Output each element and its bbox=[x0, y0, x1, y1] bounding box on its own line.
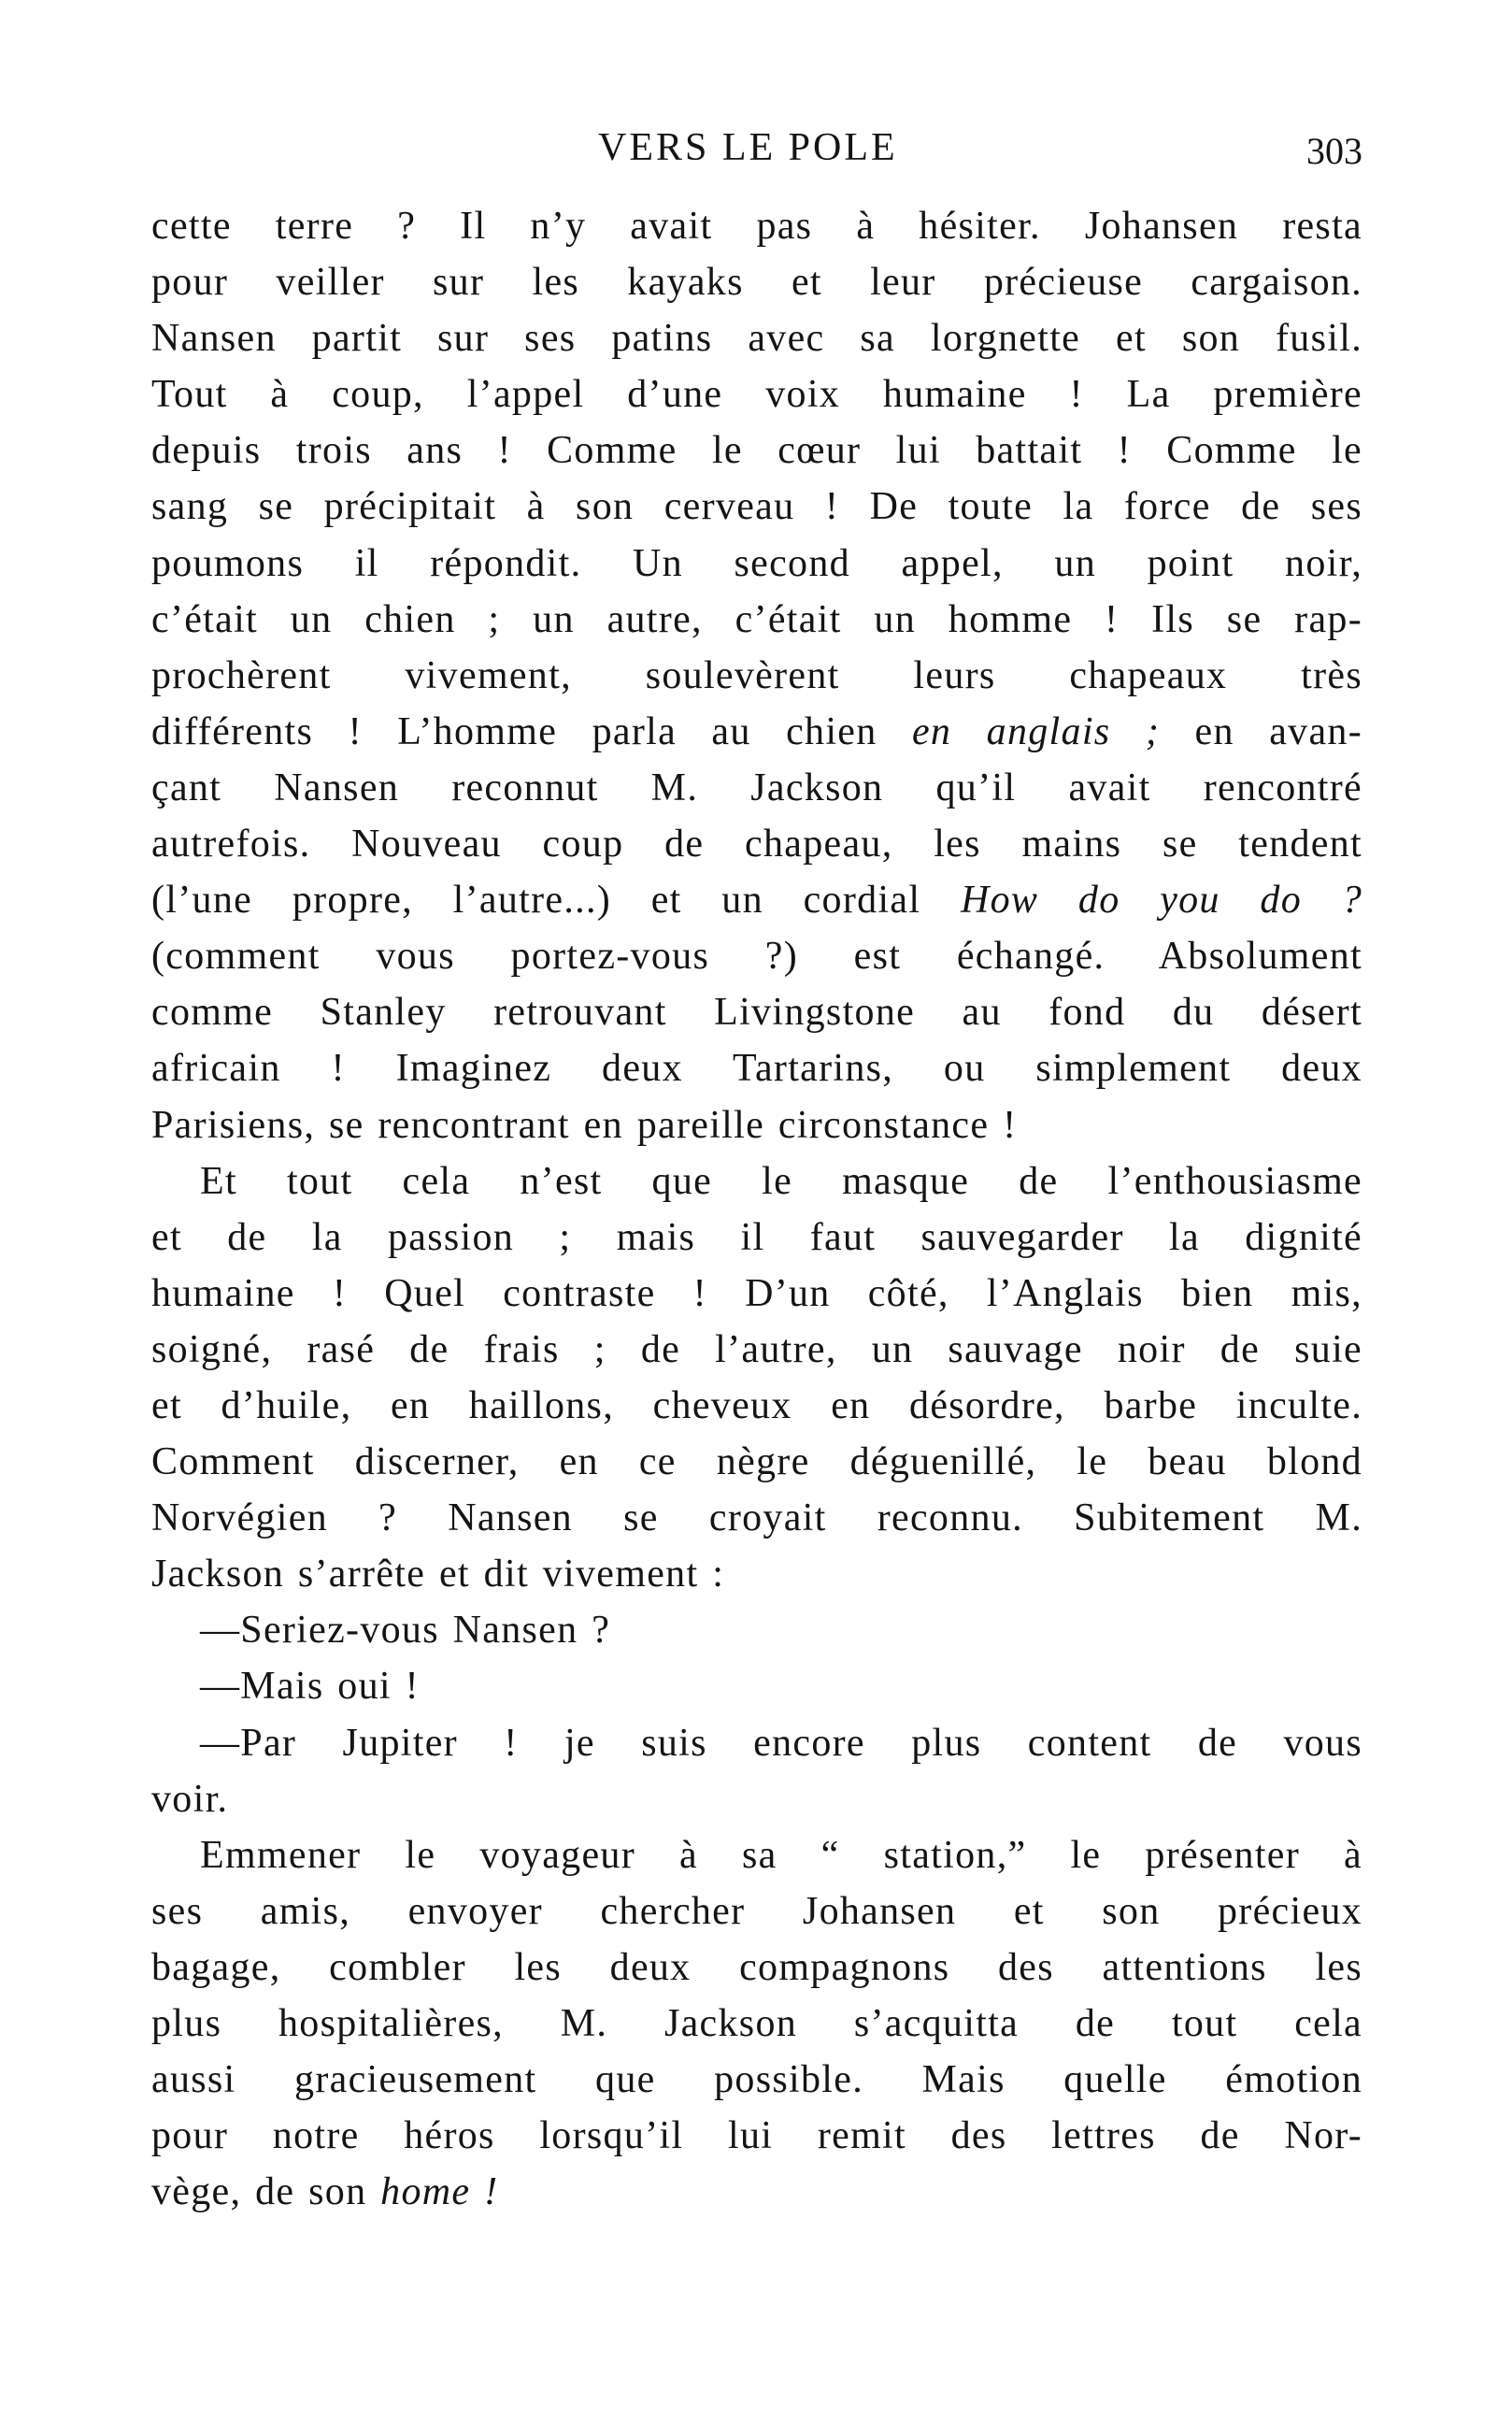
text-line: voir. bbox=[151, 1777, 229, 1821]
text-line: Tout à coup, l’appel d’une voix humaine ! La première bbox=[151, 373, 1362, 417]
text-line: comme Stanley retrouvant Livingstone au fond du désert bbox=[151, 991, 1362, 1035]
text-line: poumons il répondit. Un second appel, un point noir, bbox=[151, 541, 1362, 585]
text-line: Emmener le voyageur à sa “ station,” le présenter à bbox=[200, 1833, 1362, 1877]
text-line: Et tout cela n’est que le masque de l’enthousiasme bbox=[200, 1159, 1362, 1203]
text-line: depuis trois ans ! Comme le cœur lui battait ! Comme le bbox=[151, 429, 1362, 473]
text-line: autrefois. Nouveau coup de chapeau, les mains se tendent bbox=[151, 823, 1362, 866]
text-line: plus hospitalières, M. Jackson s’acquitta de tout cela bbox=[151, 2002, 1362, 2045]
text-line: Norvégien ? Nansen se croyait reconnu. Subitement M. bbox=[151, 1496, 1362, 1540]
text-line bbox=[151, 2164, 1362, 2220]
italic-segment: home ! bbox=[380, 2170, 499, 2214]
text-line bbox=[151, 704, 1362, 760]
text-line: cette terre ? Il n’y avait pas à hésiter. Johansen resta bbox=[151, 205, 1362, 248]
text-line: aussi gracieusement que possible. Mais quelle émotion bbox=[151, 2058, 1362, 2102]
text-line: —Par Jupiter ! je suis encore plus content de vous bbox=[200, 1721, 1362, 1765]
text-line: c’était un chien ; un autre, c’était un homme ! Ils se rap- bbox=[151, 597, 1362, 641]
text-line: Nansen partit sur ses patins avec sa lorgnette et son fusil. bbox=[151, 317, 1362, 361]
text-line: (comment vous portez-vous ?) est échangé. Absolument bbox=[151, 935, 1362, 979]
page-number: 303 bbox=[1306, 130, 1362, 172]
line-segment: différents ! L’homme parla au chien bbox=[151, 709, 912, 753]
text-line: pour notre héros lorsqu’il lui remit des lettres de Nor- bbox=[151, 2114, 1362, 2158]
text-line: çant Nansen reconnut M. Jackson qu’il avait rencontré bbox=[151, 766, 1362, 809]
text-line: et d’huile, en haillons, cheveux en désordre, barbe inculte. bbox=[151, 1383, 1362, 1427]
text-line: et de la passion ; mais il faut sauvegarder la dignité bbox=[151, 1215, 1362, 1259]
italic-segment: en anglais ; bbox=[911, 709, 1161, 753]
line-segment: vège, de son bbox=[151, 2170, 381, 2214]
text-line bbox=[151, 872, 1362, 928]
line-segment: en avan- bbox=[1160, 709, 1362, 753]
text-line: africain ! Imaginez deux Tartarins, ou simplement deux bbox=[151, 1047, 1362, 1091]
running-header bbox=[0, 120, 1512, 176]
text-line: soigné, rasé de frais ; de l’autre, un sauvage noir de suie bbox=[151, 1327, 1362, 1371]
text-line: prochèrent vivement, soulevèrent leurs chapeaux très bbox=[151, 653, 1362, 697]
running-title: VERS LE POLE bbox=[598, 126, 898, 169]
text-line: Comment discerner, en ce nègre déguenillé, le beau blond bbox=[151, 1440, 1362, 1484]
text-line: humaine ! Quel contraste ! D’un côté, l’Anglais bien mis, bbox=[151, 1271, 1362, 1315]
text-line: Jackson s’arrête et dit vivement : bbox=[151, 1553, 725, 1596]
italic-segment: How do you do ? bbox=[960, 879, 1362, 923]
text-line: ses amis, envoyer chercher Johansen et son précieux bbox=[151, 1889, 1362, 1933]
body-text bbox=[151, 198, 1362, 2220]
text-line: pour veiller sur les kayaks et leur précieuse cargaison. bbox=[151, 261, 1362, 305]
line-segment: (l’une propre, l’autre...) et un cordial bbox=[151, 879, 961, 923]
text-line: sang se précipitait à son cerveau ! De toute la force de ses bbox=[151, 485, 1362, 529]
text-line: —Mais oui ! bbox=[200, 1665, 420, 1709]
text-line: bagage, combler les deux compagnons des attentions les bbox=[151, 1945, 1362, 1989]
text-line: Parisiens, se rencontrant en pareille circonstance ! bbox=[151, 1103, 1018, 1147]
text-line: —Seriez-vous Nansen ? bbox=[200, 1609, 611, 1653]
